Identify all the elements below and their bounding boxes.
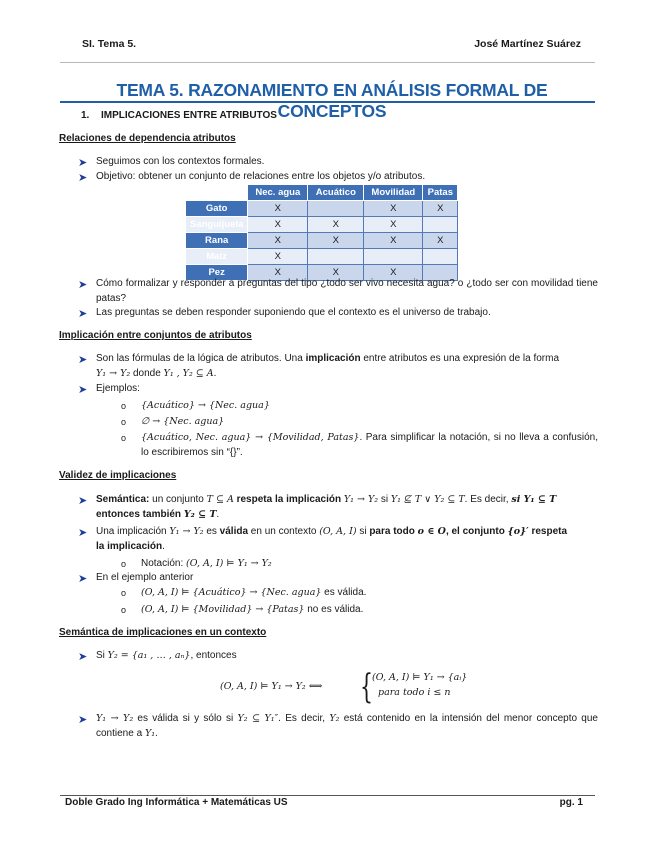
arrow-bullet-icon: ➤ [78,279,88,291]
bold-text: para todo [369,526,418,537]
section-number: 1. [81,110,90,121]
bold-text: la implicación [96,540,163,552]
title-underline [60,101,595,103]
table-cell: X [364,265,423,281]
math-formula: (O, A, I) ⊨ {Movilidad} → {Patas} [141,604,305,615]
bullet-text [96,493,598,522]
header-left: SI. Tema 5. [82,38,137,50]
math-formula: Y₁ ⊈ T ∨ Y₂ ⊆ T [390,494,465,505]
table-cell [308,249,364,265]
text-run: no es válida. [304,604,364,615]
table-cell [308,201,364,217]
arrow-bullet-icon: ➤ [78,714,88,726]
math-formula: Y₁ [144,727,156,739]
bullet-text: Ejemplos: [96,383,140,394]
table-row [186,249,458,265]
table-cell: X [308,217,364,233]
column-header: Nec. agua [248,185,308,201]
text-run: si [378,494,391,505]
text-run: un conjunto [149,494,207,505]
table-cell: X [364,201,423,217]
circle-bullet-icon: o [121,605,127,615]
formula-case-2: para todo i ≤ n [378,687,451,698]
math-formula: o ∈ O [417,526,446,537]
bullet-text: Las preguntas se deben responder suponiendo que el contexto es el universo de trabajo. [96,307,491,318]
bullet-text: Cómo formalizar y responder a preguntas del tipo ¿todo ser vivo necesita agua? o ¿todo ser con movilidad tiene patas? [96,278,598,304]
table-cell: X [423,201,458,217]
circle-bullet-icon: o [121,417,127,427]
circle-bullet-icon: o [121,401,127,411]
footer-divider [60,795,595,796]
table-cell: X [308,265,364,281]
table-cell [423,249,458,265]
math-formula: si Y₁ ⊆ T [511,494,557,505]
math-formula: {Acuático, Nec. agua} → {Movilidad, Patas} [141,432,360,443]
section-heading [81,110,277,121]
bold-text: Semántica: [96,494,150,505]
header-right: José Martínez Suárez [474,38,581,50]
table-cell: X [248,265,308,281]
text-run: en un contexto [248,526,320,537]
text-run: Son las fórmulas de la lógica de atributos. Una [96,353,306,364]
subheading-validez: Validez de implicaciones [59,470,177,481]
table-cell: X [308,233,364,249]
text-run: está contenido en la intensión del menor concepto que contiene a [96,713,598,739]
math-formula: {o}′ [507,526,529,537]
text-run: donde [130,367,164,379]
text-run: si [356,526,370,537]
table-row [186,217,458,233]
header-divider [60,62,595,63]
circle-bullet-icon: o [121,588,127,598]
text-run: . Es decir, [464,494,512,505]
bullet-text [96,352,598,381]
bullet-text: En el ejemplo anterior [96,572,194,583]
page-header [60,38,595,54]
bold-text: entonces también [96,508,184,520]
math-formula: Y₁ → Y₂ [343,494,379,505]
row-header: Sanguijuela [186,217,248,233]
text-run: . Es decir, [278,713,330,724]
arrow-bullet-icon: ➤ [78,573,88,585]
bullet-text: Objetivo: obtener un conjunto de relaciones entre los objetos y/o atributos. [96,171,426,182]
table-cell [364,249,423,265]
section-label: IMPLICACIONES ENTRE ATRIBUTOS [101,110,277,121]
circle-bullet-icon: o [121,559,127,569]
row-header: Rana [186,233,248,249]
row-header: Gato [186,201,248,217]
text-run: Notación: [141,558,187,569]
context-table [185,184,458,281]
math-formula: Y₂ = {a₁ , … , aₙ} [107,650,191,661]
text-run: Una implicación [96,526,170,537]
arrow-bullet-icon: ➤ [78,384,88,396]
math-formula: (O, A, I) [319,526,357,537]
math-formula: (O, A, I) ⊨ {Acuático} → {Nec. agua} [141,587,322,598]
text-run: es válida si y sólo si [133,713,238,724]
arrow-bullet-icon: ➤ [78,527,88,539]
brace-icon: { [360,667,373,707]
column-header: Patas [423,185,458,201]
subheading-implicacion: Implicación entre conjuntos de atributos [59,330,252,341]
text-run: , entonces [190,650,237,661]
table-cell: X [364,217,423,233]
table-corner [186,185,248,201]
text-run: entre atributos es una expresión de la forma [360,353,560,364]
math-formula: Y₂ [329,713,340,724]
bullet-text: Seguimos con los contextos formales. [96,156,265,167]
arrow-bullet-icon: ➤ [78,308,88,320]
math-formula: Y₁ → Y₂ [169,526,204,537]
table-cell: X [423,233,458,249]
arrow-bullet-icon: ➤ [78,172,88,184]
page-number: pg. 1 [559,797,583,808]
arrow-bullet-icon: ➤ [78,354,88,366]
text-run: Si [96,650,108,661]
formula-lhs: (O, A, I) ⊨ Y₁ → Y₂ ⟺ [220,681,323,692]
math-formula: Y₁ , Y₂ ⊆ A [163,367,214,379]
text-run: es válida. [321,587,367,598]
math-formula: {Acuático} → {Nec. agua} [141,400,270,411]
table-cell: X [248,233,308,249]
text-run: . [213,367,217,379]
table-cell: X [248,201,308,217]
text-run: . [216,508,220,520]
table-row [186,201,458,217]
math-formula: T ⊆ A [206,494,234,505]
table-cell: X [248,249,308,265]
math-formula: ∅ → {Nec. agua} [141,416,225,427]
text-run: . [155,727,158,739]
row-header: Maíz [186,249,248,265]
page-title: TEMA 5. RAZONAMIENTO EN ANÁLISIS FORMAL DE CONCEPTOS [116,80,548,121]
formula-case-1: (O, A, I) ⊨ Y₁ → {aᵢ} [372,672,468,683]
circle-bullet-icon: o [121,433,127,443]
math-formula: Y₂ ⊆ Y₁″ [237,713,279,724]
column-header: Movilidad [364,185,423,201]
column-header: Acuático [308,185,364,201]
bold-text: implicación [305,353,361,364]
table-cell: X [364,233,423,249]
math-formula: Y₁ → Y₂ [96,713,134,724]
arrow-bullet-icon: ➤ [78,495,88,507]
table-row [186,233,458,249]
subheading-semantica: Semántica de implicaciones en un contexto [59,627,267,638]
table-cell: X [248,217,308,233]
text-run: . [162,540,165,552]
text-run: es [203,526,220,537]
bold-text: válida [219,526,249,537]
bold-text: , el conjunto [445,526,508,537]
subheading-dependencias: Relaciones de dependencia atributos [59,133,236,144]
row-header: Pez [186,265,248,281]
arrow-bullet-icon: ➤ [78,651,88,663]
footer-left: Doble Grado Ing Informática + Matemáticas US [65,797,288,808]
bold-text: respeta [528,526,568,537]
math-formula: Y₂ ⊆ T [183,508,217,520]
arrow-bullet-icon: ➤ [78,157,88,169]
bullet-text [96,712,598,741]
math-formula: Y₁ → Y₂ [96,367,131,379]
math-formula: (O, A, I) ⊨ Y₁ → Y₂ [186,558,272,569]
bullet-text [96,525,598,554]
bold-text: respeta la implicación [233,494,344,505]
table-cell [423,217,458,233]
bullet-text [96,649,598,664]
text-run: . Para simplificar la notación, si no lleva a confusión, lo escribiremos sin “{}”. [141,432,598,458]
